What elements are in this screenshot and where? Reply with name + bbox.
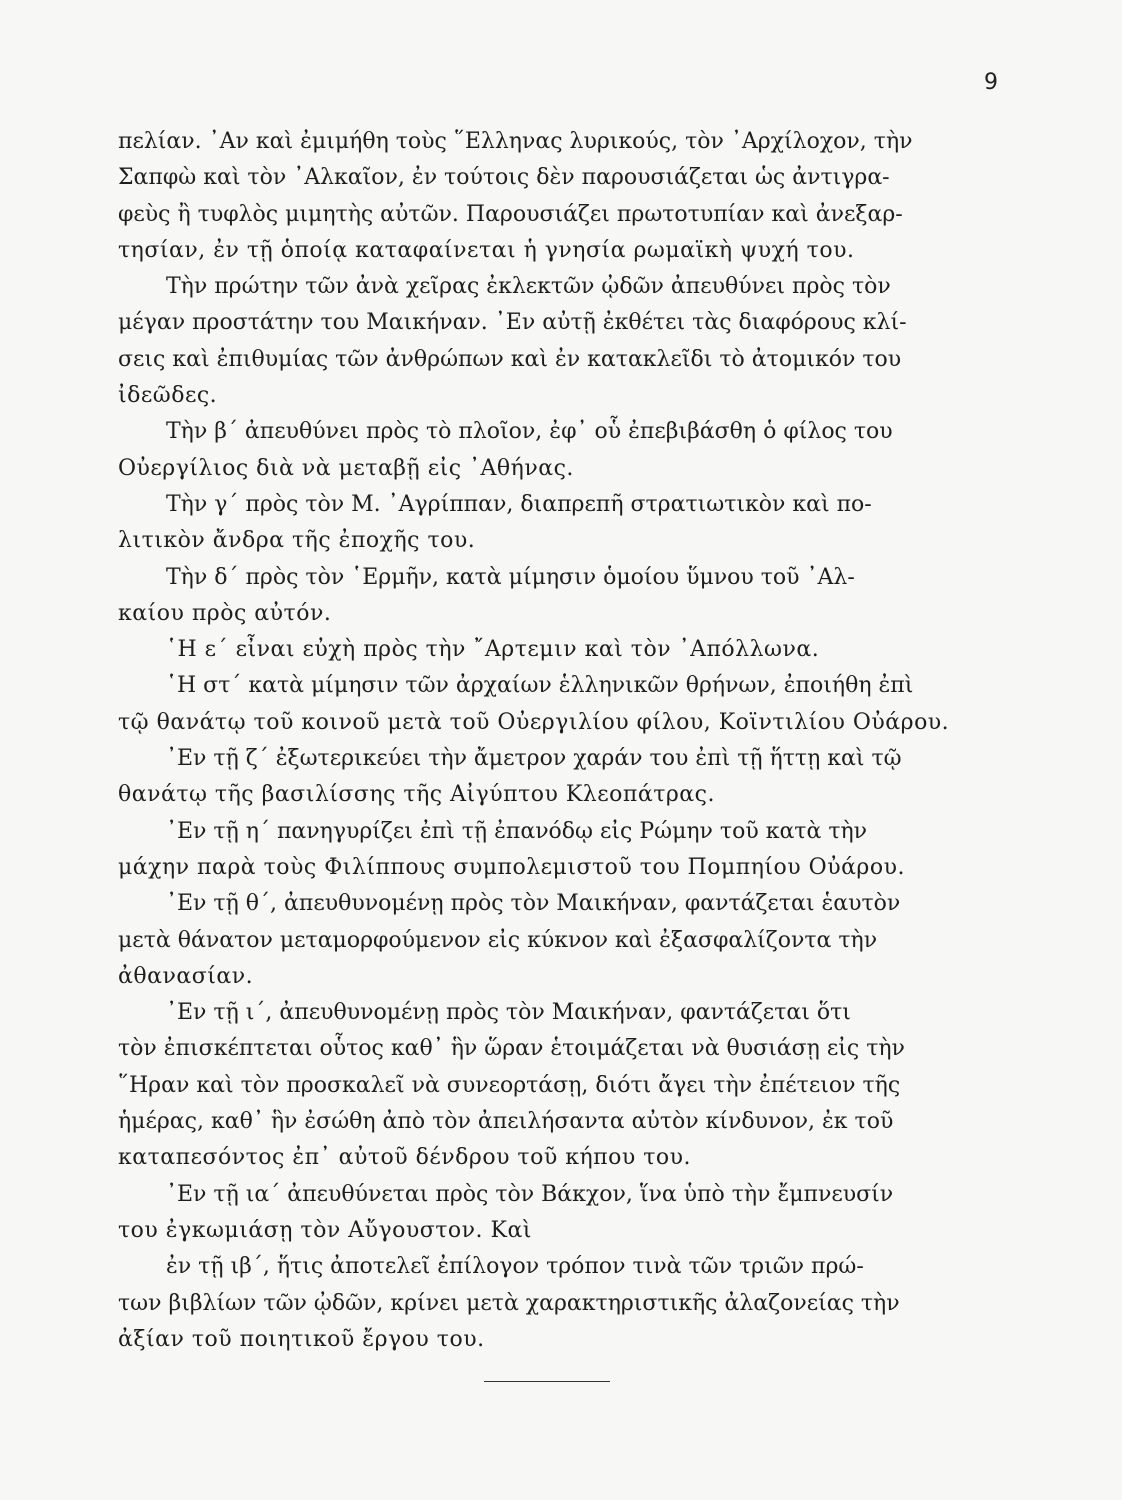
body-text [118,124,1008,1358]
text-line: ᾿Εν τῇ η΄ πανηγυρίζει ἐπὶ τῇ ἐπανόδῳ εἰς Ρώμην τοῦ κατὰ τὴν [166,818,868,844]
text-line: Τὴν πρώτην τῶν ἀνὰ χεῖρας ἐκλεκτῶν ᾠδῶν ἀπευθύνει πρὸς τὸν [166,274,891,300]
text-line: ᾿Εν τῇ ι΄, ἀπευθυνομένῃ πρὸς τὸν Μαικήναν, φαντάζεται ὅτι [166,1000,851,1026]
page-number: 9 [984,70,998,95]
text-line: λιτικὸν ἄνδρα τῆς ἐποχῆς του. [118,528,476,554]
text-line: τησίαν, ἐν τῇ ὁποίᾳ καταφαίνεται ἡ γνησία ρωμαϊκὴ ψυχή του. [118,237,855,263]
text-line: Τὴν γ΄ πρὸς τὸν Μ. ᾿Αγρίππαν, διαπρεπῆ στρατιωτικὸν καὶ πο- [166,491,872,517]
text-line: των βιβλίων τῶν ᾠδῶν, κρίνει μετὰ χαρακτηριστικῆς ἀλαζονείας τὴν [118,1290,900,1316]
text-line: θανάτῳ τῆς βασιλίσσης τῆς Αἰγύπτου Κλεοπάτρας. [118,782,715,808]
text-line: ᾿Εν τῇ ζ΄ ἐξωτερικεύει τὴν ἄμετρον χαράν του ἐπὶ τῇ ἥττῃ καὶ τῷ [166,746,902,772]
closing-rule [484,1381,610,1382]
text-line: τὸν ἐπισκέπτεται οὗτος καθ᾿ ἣν ὥραν ἑτοιμάζεται νὰ θυσιάσῃ εἰς τὴν [118,1036,905,1062]
text-line: ῾Η ε΄ εἶναι εὐχὴ πρὸς τὴν ῎Αρτεμιν καὶ τὸν ᾿Απόλλωνα. [166,637,820,663]
text-line: σεις καὶ ἐπιθυμίας τῶν ἀνθρώπων καὶ ἐν κατακλεῖδι τὸ ἀτομικόν του [118,346,902,372]
text-line: πελίαν. ᾿Αν καὶ ἐμιμήθη τοὺς ῞Ελληνας λυρικούς, τὸν ᾿Αρχίλοχον, τὴν [118,129,913,154]
text-line: φεὺς ἢ τυφλὸς μιμητὴς αὐτῶν. Παρουσιάζει πρωτοτυπίαν καὶ ἀνεξαρ- [118,201,903,227]
text-line: ἀθανασίαν. [118,963,254,989]
text-line: ᾿Εν τῇ θ΄, ἀπευθυνομένῃ πρὸς τὸν Μαικήναν, φαντάζεται ἑαυτὸν [166,891,901,917]
text-line: ᾿Εν τῇ ια΄ ἀπευθύνεται πρὸς τὸν Βάκχον, ἵνα ὑπὸ τὴν ἔμπνευσίν [166,1181,894,1207]
text-line: του ἐγκωμιάσῃ τὸν Αὔγουστον. Καὶ [118,1217,532,1243]
text-line: Τὴν δ΄ πρὸς τὸν ῾Ερμῆν, κατὰ μίμησιν ὁμοίου ὕμνου τοῦ ᾿Αλ- [166,564,855,590]
text-line: Τὴν β΄ ἀπευθύνει πρὸς τὸ πλοῖον, ἐφ᾿ οὗ ἐπεβιβάσθη ὁ φίλος του [166,419,893,445]
text-line: ῞Ηραν καὶ τὸν προσκαλεῖ νὰ συνεορτάσῃ, διότι ἄγει τὴν ἐπέτειον τῆς [118,1072,901,1098]
text-line: ἐν τῇ ιβ΄, ἥτις ἀποτελεῖ ἐπίλογον τρόπον τινὰ τῶν τριῶν πρώ- [166,1254,864,1280]
text-line: ῾Η στ΄ κατὰ μίμησιν τῶν ἀρχαίων ἑλληνικῶν θρήνων, ἐποιήθη ἐπὶ [166,673,914,699]
text-line: μετὰ θάνατον μεταμορφούμενον εἰς κύκνον καὶ ἐξασφαλίζοντα τὴν [118,927,878,953]
text-line: Οὐεργίλιος διὰ νὰ μεταβῇ εἰς ᾿Αθήνας. [118,455,574,481]
text-line: ἡμέρας, καθ᾿ ἣν ἐσώθη ἀπὸ τὸν ἀπειλήσαντα αὐτὸν κίνδυνον, ἐκ τοῦ [118,1109,894,1135]
text-line: καταπεσόντος ἐπ᾿ αὐτοῦ δένδρου τοῦ κήπου του. [118,1145,692,1171]
text-line: καίου πρὸς αὐτόν. [118,600,332,626]
text-line: μάχην παρὰ τοὺς Φιλίππους συμπολεμιστοῦ του Πομπηίου Οὐάρου. [118,854,905,880]
text-line: ἰδεῶδες. [118,383,218,409]
text-line: ἀξίαν τοῦ ποιητικοῦ ἔργου του. [118,1326,485,1352]
text-line: τῷ θανάτῳ τοῦ κοινοῦ μετὰ τοῦ Οὐεργιλίου φίλου, Κοϊντιλίου Οὐάρου. [118,709,950,735]
text-line: μέγαν προστάτην του Μαικήναν. ᾿Εν αὐτῇ ἐκθέτει τὰς διαφόρους κλί- [118,310,907,336]
text-line: Σαπφὼ καὶ τὸν ᾿Αλκαῖον, ἐν τούτοις δὲν παρουσιάζεται ὡς ἀντιγρα- [118,165,890,191]
